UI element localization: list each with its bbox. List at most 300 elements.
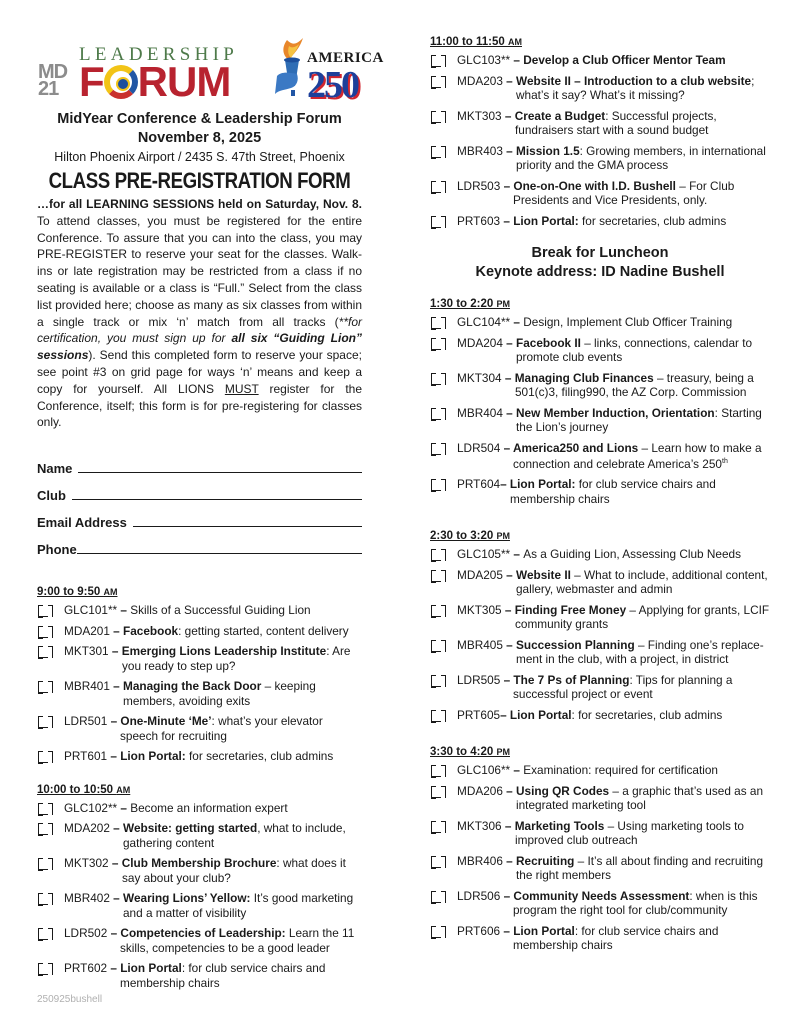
class-checkbox[interactable] <box>37 926 53 940</box>
class-detail: – links, connections, calendar to promote club events <box>516 335 753 364</box>
class-separator: – <box>502 335 517 350</box>
session-block <box>430 34 770 228</box>
club-field-row <box>37 476 362 503</box>
class-separator: – <box>107 926 121 941</box>
class-title: Community Needs Assessment <box>513 888 690 903</box>
class-detail: It’s good marketing and a matter of visibility <box>123 891 354 920</box>
class-checkbox[interactable] <box>430 924 446 938</box>
class-description <box>457 603 770 632</box>
class-title: Using QR Codes <box>516 783 610 798</box>
class-option <box>37 624 362 639</box>
checkbox-underline <box>38 657 48 658</box>
class-separator: – <box>107 961 121 976</box>
class-description <box>64 801 362 816</box>
class-detail: : Starting the Lion’s journey <box>516 405 762 434</box>
session-ampm: PM <box>496 299 510 309</box>
class-code: LDR504 <box>457 440 501 455</box>
class-superscript: th <box>722 458 728 465</box>
class-separator: – <box>502 853 517 868</box>
checkbox-underline <box>38 692 48 693</box>
class-detail: As a Guiding Lion, Assessing Club Needs <box>523 547 741 562</box>
class-title: Emerging Lions Leadership Institute <box>121 644 327 659</box>
checkbox-underline <box>431 490 441 491</box>
class-detail: Learn the 11 skills, competencies to be a good leader <box>120 926 355 955</box>
email-input[interactable] <box>133 513 362 527</box>
class-title: New Member Induction, Orientation <box>516 405 715 420</box>
class-code: MDA204 <box>457 335 503 350</box>
class-separator: – <box>107 714 121 729</box>
class-separator: – <box>109 623 124 638</box>
class-description <box>457 477 770 506</box>
class-checkbox[interactable] <box>430 179 446 193</box>
checkbox-underline <box>431 192 441 193</box>
class-separator: – <box>501 818 515 833</box>
conference-subtitle: MidYear Conference & Leadership Forum <box>57 111 342 127</box>
class-separator: – <box>108 856 122 871</box>
lions-emblem-icon <box>104 65 138 99</box>
class-option <box>430 854 770 883</box>
class-code: PRT604 <box>457 477 501 492</box>
class-description <box>457 854 770 883</box>
leadership-forum-logo <box>35 30 384 106</box>
checkbox-underline <box>38 834 48 835</box>
class-separator: – <box>502 405 517 420</box>
class-checkbox[interactable] <box>37 644 53 658</box>
class-checkbox[interactable] <box>37 749 53 763</box>
session-time-range: 1:30 to 2:20 <box>430 298 497 310</box>
checkbox-underline <box>431 454 441 455</box>
class-title: Facebook <box>123 623 179 638</box>
phone-input[interactable] <box>77 540 362 554</box>
class-option <box>37 644 362 673</box>
class-separator: – <box>500 477 510 492</box>
class-title: Recruiting <box>516 853 575 868</box>
class-title: Website II – Introduction to a club website <box>516 73 752 88</box>
class-description <box>457 53 770 68</box>
class-checkbox[interactable] <box>430 763 446 777</box>
class-separator: – <box>117 603 131 618</box>
class-checkbox[interactable] <box>430 477 446 491</box>
checkbox-underline <box>431 384 441 385</box>
class-checkbox[interactable] <box>37 961 53 975</box>
class-code: MKT306 <box>457 818 502 833</box>
club-label: Club <box>37 488 66 504</box>
conference-date: November 8, 2025 <box>137 130 262 146</box>
class-title: One-on-One with I.D. Bushell <box>513 178 676 193</box>
class-checkbox[interactable] <box>430 854 446 868</box>
left-column <box>37 30 384 996</box>
class-code: GLC103** <box>457 53 511 67</box>
class-title: Lion Portal: <box>509 477 576 492</box>
class-checkbox[interactable] <box>430 568 446 582</box>
logo-america-text: AMERICA <box>307 50 384 66</box>
class-detail: for secretaries, club admins <box>578 213 727 228</box>
logo-md-text: MD <box>38 61 68 83</box>
class-title: Succession Planning <box>516 637 635 652</box>
class-checkbox[interactable] <box>430 336 446 350</box>
class-code: LDR501 <box>64 714 108 729</box>
intro-text-3: register for the Conference, itself; this form is for pre-registering for classes only. <box>37 381 362 430</box>
class-description <box>64 961 362 990</box>
class-separator: – <box>109 891 124 906</box>
class-separator: – <box>500 888 514 903</box>
class-description <box>457 819 770 848</box>
class-separator: – <box>502 143 517 158</box>
session-time-heading <box>37 782 362 798</box>
class-code: GLC105** <box>457 547 511 562</box>
class-description <box>64 644 362 673</box>
class-detail: – a graphic that’s used as an integrated marketing tool <box>516 783 764 813</box>
class-code: MBR406 <box>457 853 503 868</box>
class-description <box>457 336 770 365</box>
class-option <box>430 214 770 229</box>
class-code: GLC104** <box>457 315 511 329</box>
class-checkbox[interactable] <box>430 547 446 561</box>
class-separator: – <box>510 763 524 778</box>
class-option <box>430 603 770 632</box>
class-checkbox[interactable] <box>430 819 446 833</box>
class-detail: : Tips for planning a successful project or event <box>513 672 733 702</box>
class-detail: : for club service chairs and membership chairs <box>513 923 719 953</box>
class-description <box>457 708 770 723</box>
class-code: MBR401 <box>64 679 110 694</box>
class-description <box>457 673 770 702</box>
class-detail: : getting started, content delivery <box>178 623 349 638</box>
class-code: MBR404 <box>457 405 503 420</box>
class-description <box>457 568 770 597</box>
class-option <box>37 961 362 990</box>
email-field-row <box>37 503 362 530</box>
class-checkbox[interactable] <box>37 679 53 693</box>
class-option <box>430 819 770 848</box>
checkbox-underline <box>431 867 441 868</box>
session-time-heading <box>430 34 770 50</box>
class-option <box>430 784 770 813</box>
checkbox-underline <box>38 974 48 975</box>
class-title: One-Minute ‘Me’ <box>120 714 212 729</box>
class-description <box>64 749 362 764</box>
class-detail: Examination: required for certification <box>523 763 718 778</box>
class-code: MDA205 <box>457 567 503 582</box>
checkbox-underline <box>431 419 441 420</box>
logo-250-text: 250 <box>307 64 358 106</box>
class-code: GLC106** <box>457 763 511 778</box>
class-option <box>430 638 770 667</box>
class-description <box>457 406 770 435</box>
session-ampm: PM <box>496 747 510 758</box>
class-detail: Become an information expert <box>130 800 288 815</box>
class-detail: – Using marketing tools to improved club outreach <box>515 818 744 848</box>
class-description <box>457 214 770 229</box>
right-column <box>430 34 770 959</box>
checkbox-underline <box>431 66 441 67</box>
class-detail: for secretaries, club admins <box>185 749 334 764</box>
class-detail: : for club service chairs and membership chairs <box>120 961 326 990</box>
class-code: MKT305 <box>457 602 502 617</box>
session-time-range: 11:00 to 11:50 <box>430 36 508 48</box>
conference-venue: Hilton Phoenix Airport / 2435 S. 47th Street, Phoenix <box>54 150 345 164</box>
class-option <box>430 109 770 138</box>
class-separator: – <box>502 567 517 582</box>
checkbox-underline <box>431 686 441 687</box>
class-code: PRT606 <box>457 923 501 938</box>
class-title: Website: getting started <box>123 821 258 836</box>
torch-icon <box>273 36 309 102</box>
class-separator: – <box>500 672 514 687</box>
class-title: Lion Portal: <box>120 749 186 764</box>
luncheon-break <box>430 244 770 282</box>
class-code: MKT302 <box>64 856 109 871</box>
class-separator: – <box>107 749 121 764</box>
class-separator: – <box>500 923 514 938</box>
class-description <box>457 441 770 472</box>
class-separator: – <box>108 644 122 659</box>
class-checkbox[interactable] <box>430 144 446 158</box>
class-code: MDA201 <box>64 623 110 638</box>
class-title: Managing the Back Door <box>123 679 262 694</box>
class-checkbox[interactable] <box>37 821 53 835</box>
class-option <box>430 315 770 330</box>
keynote-title: Keynote address: ID Nadine Bushell <box>475 264 725 280</box>
name-label: Name <box>37 461 73 477</box>
class-detail: – Learn how to make a connection and celebrate America’s 250 <box>513 440 762 471</box>
class-checkbox[interactable] <box>430 784 446 798</box>
class-title: Create a Budget <box>514 108 606 123</box>
class-separator: – <box>501 370 515 385</box>
intro-text-2: ). Send this completed form to reserve your space; see point #3 on grid page for ways ‘n’ means and keep a copy for yourself. All LIONS <box>37 348 362 396</box>
class-option <box>37 891 362 920</box>
class-checkbox[interactable] <box>430 603 446 617</box>
checkbox-underline <box>38 637 48 638</box>
session-block <box>430 528 770 722</box>
phone-field-row <box>37 530 362 557</box>
class-title: Facebook II <box>516 335 581 350</box>
page-title: CLASS PRE-REGISTRATION FORM <box>48 168 351 193</box>
class-detail: – treasury, being a 501(c)3, filing990, the AZ Corp. Commission <box>515 370 754 399</box>
session-time-range: 10:00 to 10:50 <box>37 783 117 796</box>
class-title: America250 and Lions <box>512 440 639 455</box>
logo-forum-text <box>79 58 231 105</box>
class-checkbox[interactable] <box>430 315 446 329</box>
class-separator: – <box>117 800 131 815</box>
class-title: Managing Club Finances <box>514 370 654 385</box>
class-separator: – <box>109 821 124 836</box>
class-detail: for club service chairs and membership chairs <box>510 477 716 506</box>
phone-label: Phone <box>37 542 77 558</box>
class-detail: : Are you ready to step up? <box>122 644 351 673</box>
class-option <box>37 714 362 743</box>
class-description <box>64 821 362 850</box>
class-option <box>430 371 770 400</box>
session-time-heading <box>430 744 770 760</box>
class-option <box>430 336 770 365</box>
session-time-heading <box>430 296 770 312</box>
intro-text-1: To attend classes, you must be registered for the entire Conference. To assure that you can into the class, you may PRE-REGISTER to reserve your seat for the classes. Walk-ins or late registration may be restricted from a class if no seating is available or a class is “Full.” Select from the class list provided here; choose as many as six classes from within a single track or mix ‘n’ match from all tracks ( <box>37 213 362 329</box>
class-option <box>37 801 362 816</box>
class-separator: – <box>502 73 517 88</box>
class-option <box>37 749 362 764</box>
class-option <box>37 856 362 885</box>
class-checkbox[interactable] <box>37 624 53 638</box>
checkbox-underline <box>431 581 441 582</box>
class-code: LDR503 <box>457 178 501 193</box>
class-separator: – <box>109 679 124 694</box>
class-separator: – <box>500 178 514 193</box>
class-code: MDA202 <box>64 821 110 836</box>
logo-forum-f: F <box>79 58 104 105</box>
class-description <box>64 856 362 885</box>
class-code: PRT602 <box>64 961 108 976</box>
class-checkbox[interactable] <box>430 214 446 228</box>
class-checkbox[interactable] <box>430 441 446 455</box>
class-separator: – <box>510 547 524 562</box>
session-ampm: PM <box>496 531 510 542</box>
checkbox-underline <box>431 902 441 903</box>
class-checkbox[interactable] <box>430 53 446 67</box>
email-label: Email Address <box>37 515 127 531</box>
class-option <box>37 603 362 618</box>
session-time-heading <box>37 584 362 600</box>
class-code: MKT303 <box>457 108 502 123</box>
logo-md21 <box>38 61 68 100</box>
checkbox-underline <box>38 727 48 728</box>
session-block <box>430 296 770 506</box>
class-checkbox[interactable] <box>430 109 446 123</box>
checkbox-underline <box>38 762 48 763</box>
class-code: GLC101** <box>64 603 118 618</box>
class-code: LDR502 <box>64 926 108 941</box>
class-description <box>64 891 362 920</box>
checkbox-underline <box>431 776 441 777</box>
logo-21-text: 21 <box>38 78 59 100</box>
class-checkbox[interactable] <box>37 603 53 617</box>
checkbox-underline <box>431 560 441 561</box>
class-title: Develop a Club Officer Mentor Team <box>523 53 726 67</box>
intro-paragraph <box>37 196 362 431</box>
class-checkbox[interactable] <box>37 891 53 905</box>
break-title: Break for Luncheon <box>531 245 669 261</box>
class-description <box>457 144 770 173</box>
intro-must: MUST <box>224 381 259 396</box>
class-option <box>430 889 770 918</box>
class-title: Marketing Tools <box>514 818 605 833</box>
class-description <box>457 74 770 103</box>
class-option <box>430 477 770 506</box>
session-block <box>430 744 770 953</box>
class-checkbox[interactable] <box>430 371 446 385</box>
class-description <box>64 714 362 743</box>
class-description <box>457 109 770 138</box>
class-detail: : what does it say about your club? <box>122 856 346 885</box>
class-option <box>430 924 770 953</box>
class-checkbox[interactable] <box>37 856 53 870</box>
class-detail: – For Club Presidents and Vice Presidents, only. <box>513 178 735 207</box>
checkbox-underline <box>38 869 48 870</box>
class-detail: : for secretaries, club admins <box>571 707 723 722</box>
class-checkbox[interactable] <box>430 889 446 903</box>
class-detail: – keeping members, avoiding exits <box>123 679 316 708</box>
class-checkbox[interactable] <box>430 673 446 687</box>
class-code: LDR505 <box>457 672 501 687</box>
class-code: MDA206 <box>457 783 503 798</box>
class-option <box>430 179 770 208</box>
class-detail: : what’s your elevator speech for recruiting <box>120 714 323 743</box>
class-code: PRT601 <box>64 749 108 764</box>
class-checkbox[interactable] <box>430 708 446 722</box>
class-option <box>430 441 770 472</box>
class-code: PRT603 <box>457 213 501 228</box>
class-title: Mission 1.5 <box>516 143 580 158</box>
checkbox-underline <box>431 937 441 938</box>
checkbox-underline <box>38 904 48 905</box>
class-option <box>430 144 770 173</box>
class-title: Wearing Lions’ Yellow: <box>123 891 251 906</box>
club-input[interactable] <box>72 486 362 500</box>
class-detail: Skills of a Successful Guiding Lion <box>130 603 311 618</box>
session-block <box>37 782 362 991</box>
class-code: MDA203 <box>457 73 503 88</box>
checkbox-underline <box>38 814 48 815</box>
session-ampm: AM <box>116 784 131 795</box>
session-ampm: AM <box>103 587 118 598</box>
checkbox-underline <box>38 939 48 940</box>
class-code: LDR506 <box>457 888 501 903</box>
class-title: Lion Portal <box>120 961 182 976</box>
checkbox-underline <box>431 328 441 329</box>
name-field-row <box>37 449 362 476</box>
class-checkbox[interactable] <box>430 406 446 420</box>
class-checkbox[interactable] <box>37 714 53 728</box>
class-title: Finding Free Money <box>514 602 627 617</box>
class-description <box>457 371 770 400</box>
class-title: Competencies of Leadership: <box>120 926 286 941</box>
class-title: Website II <box>516 567 571 582</box>
class-description <box>64 679 362 708</box>
session-block <box>37 584 362 764</box>
class-detail: : Successful projects, fundraisers start with a sound budget <box>515 108 717 137</box>
intro-cert-note: **for certification, you must sign up for <box>37 314 362 346</box>
class-checkbox[interactable] <box>430 74 446 88</box>
class-description <box>457 547 770 562</box>
checkbox-underline <box>431 721 441 722</box>
class-separator: – <box>510 53 524 67</box>
class-description <box>457 889 770 918</box>
class-separator: – <box>502 783 517 798</box>
class-checkbox[interactable] <box>430 638 446 652</box>
class-title: The 7 Ps of Planning <box>513 672 630 687</box>
class-detail: Design, Implement Club Officer Training <box>523 315 733 329</box>
checkbox-underline <box>431 157 441 158</box>
class-description <box>457 638 770 667</box>
class-detail: – What to include, additional content, gallery, webmaster and admin <box>516 567 768 597</box>
class-separator: – <box>501 108 515 123</box>
checkbox-underline <box>431 651 441 652</box>
class-option <box>430 673 770 702</box>
class-description <box>64 624 362 639</box>
class-option <box>430 547 770 562</box>
class-description <box>457 315 770 330</box>
session-ampm: AM <box>508 37 522 47</box>
intro-lead: …for all LEARNING SESSIONS held on Saturday, Nov. 8. <box>37 197 362 211</box>
class-detail: : when is this program the right tool for club/community <box>513 888 758 918</box>
class-separator: – <box>510 315 524 329</box>
registrant-fields <box>37 449 362 557</box>
name-input[interactable] <box>78 459 362 473</box>
class-checkbox[interactable] <box>37 801 53 815</box>
checkbox-underline <box>431 797 441 798</box>
class-code: GLC102** <box>64 800 118 815</box>
class-description <box>457 179 770 208</box>
